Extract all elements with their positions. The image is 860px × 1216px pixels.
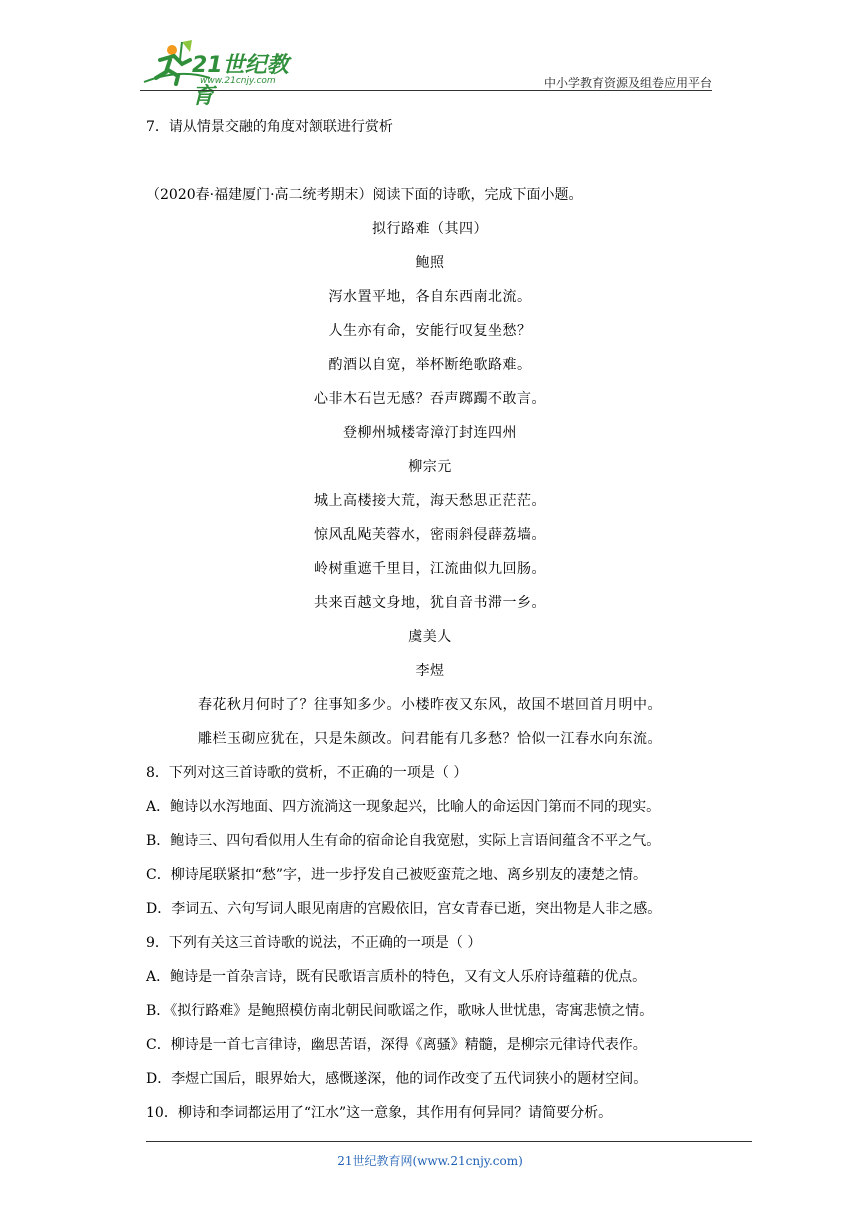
poem3-author: 李煜	[415, 663, 445, 679]
question-9-option: C．柳诗是一首七言律诗，幽思苦语，深得《离骚》精髓，是柳宗元律诗代表作。	[146, 1037, 647, 1053]
poem2-author: 柳宗元	[408, 459, 452, 475]
question-8-option: A．鲍诗以水泻地面、四方流淌这一现象起兴，比喻人的命运因门第而不同的现实。	[146, 799, 661, 815]
question-8-option: C．柳诗尾联紧扣“愁”字，进一步抒发自己被贬蛮荒之地、离乡别友的凄楚之情。	[146, 867, 648, 883]
question-8-option: D．李词五、六句写词人眼见南唐的宫殿依旧，宫女青春已逝，突出物是人非之感。	[146, 901, 662, 917]
poem2-line: 惊风乱飐芙蓉水，密雨斜侵薜荔墙。	[314, 527, 546, 543]
question-7: 7．请从情景交融的角度对颔联进行赏析	[146, 119, 393, 135]
poem1-title: 拟行路难（其四）	[372, 221, 488, 237]
poem1-line: 人生亦有命，安能行叹复坐愁？	[328, 323, 532, 339]
question-8-option: B．鲍诗三、四句看似用人生有命的宿命论自我宽慰，实际上言语间蕴含不平之气。	[146, 833, 661, 849]
logo-text: 21世纪教育	[192, 53, 289, 109]
poem2-line: 岭树重遮千里目，江流曲似九回肠。	[314, 561, 546, 577]
question-9-option: A．鲍诗是一首杂言诗，既有民歌语言质朴的特色，又有文人乐府诗蕴藉的优点。	[146, 969, 647, 985]
question-9-option: D．李煜亡国后，眼界始大，感慨遂深，他的词作改变了五代词狭小的题材空间。	[146, 1071, 648, 1087]
question-9-stem: 9．下列有关这三首诗歌的说法，不正确的一项是（ ）	[146, 935, 482, 951]
footer-divider	[146, 1141, 752, 1142]
logo-url: www.21cnjy.com	[200, 76, 276, 86]
question-8-stem: 8．下列对这三首诗歌的赏析，不正确的一项是（ ）	[146, 765, 468, 781]
poem3-line: 春花秋月何时了？往事知多少。小楼昨夜又东风，故国不堪回首月明中。	[198, 697, 662, 713]
header-platform-text: 中小学教育资源及组卷应用平台	[543, 76, 712, 90]
poem1-author: 鲍照	[415, 255, 445, 271]
poem3-title: 虞美人	[408, 629, 452, 645]
poem2-line: 城上高楼接大荒，海天愁思正茫茫。	[314, 493, 546, 509]
poem1-line: 泻水置平地，各自东西南北流。	[328, 289, 532, 305]
poem3-line: 雕栏玉砌应犹在，只是朱颜改。问君能有几多愁？恰似一江春水向东流。	[198, 731, 662, 747]
logo	[140, 38, 310, 109]
poem1-line: 心非木石岂无感？吞声踯躅不敢言。	[314, 391, 546, 407]
poem1-line: 酌酒以自宽，举杯断绝歌路难。	[328, 357, 532, 373]
header-divider	[140, 90, 712, 91]
poem2-title: 登柳州城楼寄漳汀封连四州	[343, 425, 517, 441]
footer-link[interactable]: 21世纪教育网(www.21cnjy.com)	[337, 1154, 523, 1168]
question-10: 10．柳诗和李词都运用了“江水”这一意象，其作用有何异同？请简要分析。	[146, 1105, 613, 1121]
question-9-option: B．《拟行路难》是鲍照模仿南北朝民间歌谣之作，歌咏人世忧患，寄寓悲愤之情。	[146, 1003, 654, 1019]
page-header	[140, 38, 712, 109]
reading-intro: （2020春·福建厦门·高二统考期末）阅读下面的诗歌，完成下面小题。	[146, 187, 583, 203]
poem2-line: 共来百越文身地，犹自音书滞一乡。	[314, 595, 546, 611]
